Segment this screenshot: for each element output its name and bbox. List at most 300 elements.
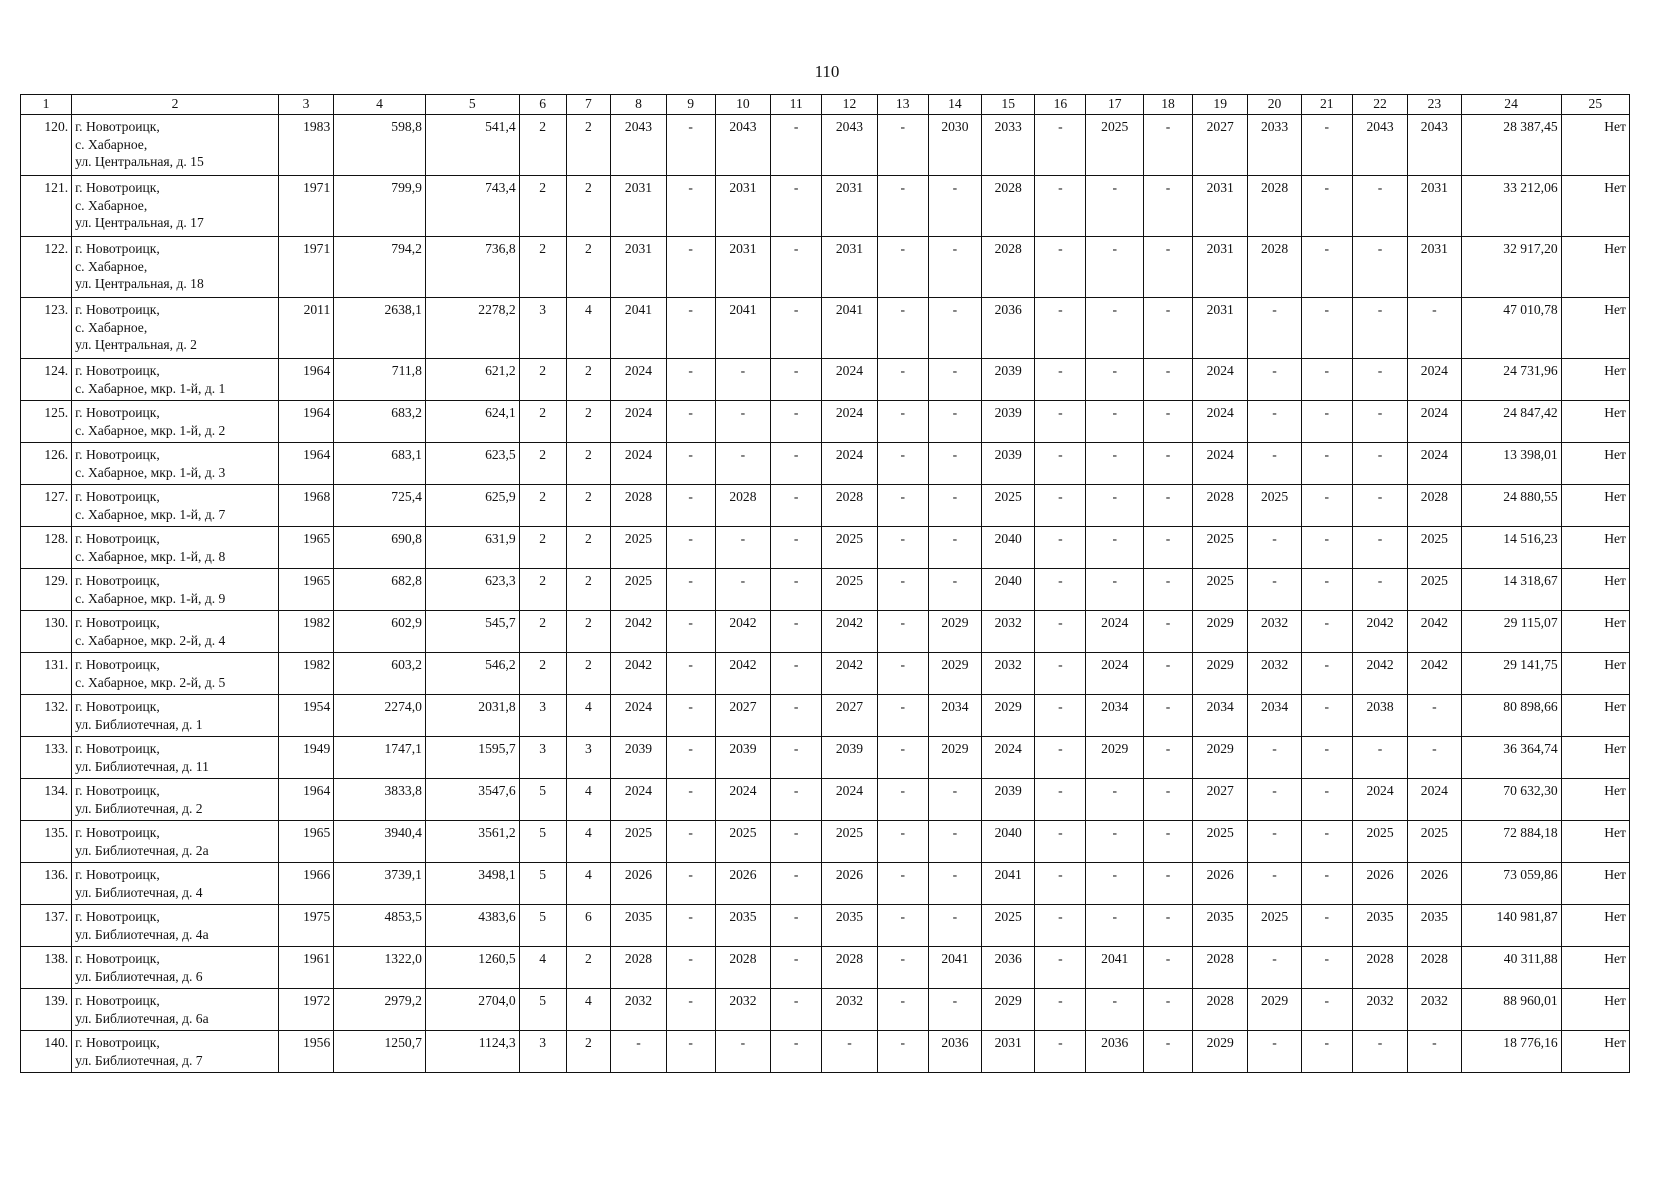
table-cell: 4	[519, 947, 566, 989]
table-cell: 725,4	[334, 485, 426, 527]
address-cell: г. Новотроицк, ул. Библиотечная, д. 4	[72, 863, 279, 905]
table-cell: -	[928, 779, 981, 821]
table-cell: 2039	[982, 401, 1035, 443]
table-cell: -	[771, 237, 822, 298]
table-cell: -	[877, 611, 928, 653]
table-cell: Нет	[1561, 527, 1629, 569]
table-cell: -	[1144, 527, 1193, 569]
table-cell: Нет	[1561, 443, 1629, 485]
table-cell: -	[1301, 611, 1352, 653]
table-cell: 2039	[611, 737, 666, 779]
table-cell: -	[1408, 298, 1461, 359]
table-cell: 14 516,23	[1461, 527, 1561, 569]
table-cell: 2278,2	[425, 298, 519, 359]
table-cell: -	[771, 653, 822, 695]
table-cell: -	[1035, 569, 1086, 611]
table-cell: 2032	[611, 989, 666, 1031]
table-cell: -	[877, 115, 928, 176]
table-cell: -	[928, 569, 981, 611]
table-cell: 2031	[1193, 176, 1248, 237]
table-cell: 2979,2	[334, 989, 426, 1031]
table-cell: -	[877, 176, 928, 237]
table-cell: -	[877, 298, 928, 359]
address-cell: г. Новотроицк, ул. Библиотечная, д. 4а	[72, 905, 279, 947]
table-cell: -	[771, 737, 822, 779]
table-cell: -	[1035, 1031, 1086, 1073]
table-cell: 88 960,01	[1461, 989, 1561, 1031]
table-cell: 2	[519, 653, 566, 695]
table-cell: -	[877, 569, 928, 611]
column-header: 12	[822, 95, 877, 115]
table-cell: -	[1144, 695, 1193, 737]
table-cell: -	[666, 569, 715, 611]
table-cell: 2035	[1352, 905, 1407, 947]
table-cell: 1964	[278, 401, 333, 443]
table-cell: 2	[519, 115, 566, 176]
table-cell: -	[1144, 298, 1193, 359]
table-cell: 2041	[822, 298, 877, 359]
table-cell: 2034	[1248, 695, 1301, 737]
table-cell: 2031	[611, 176, 666, 237]
table-cell: -	[1352, 298, 1407, 359]
table-cell: -	[1086, 527, 1144, 569]
table-cell: 2041	[715, 298, 770, 359]
table-cell: 1250,7	[334, 1031, 426, 1073]
header-row	[21, 95, 1630, 115]
table-cell: 5	[519, 779, 566, 821]
table-cell: -	[771, 779, 822, 821]
table-cell: 2031	[611, 237, 666, 298]
table-cell: -	[877, 237, 928, 298]
table-cell: -	[1035, 989, 1086, 1031]
table-cell: -	[1086, 298, 1144, 359]
table-cell: Нет	[1561, 653, 1629, 695]
table-cell: 2031	[822, 176, 877, 237]
table-cell: 2030	[928, 115, 981, 176]
table-cell: -	[877, 737, 928, 779]
address-cell: г. Новотроицк, с. Хабарное, ул. Центральная, д. 17	[72, 176, 279, 237]
table-cell: -	[1144, 653, 1193, 695]
table-cell: 2024	[1408, 443, 1461, 485]
table-cell: -	[1248, 569, 1301, 611]
table-cell: 2039	[822, 737, 877, 779]
table-cell: 2032	[822, 989, 877, 1031]
table-cell: 2031	[1408, 176, 1461, 237]
table-cell: -	[666, 779, 715, 821]
table-cell: -	[877, 359, 928, 401]
table-cell: -	[1035, 401, 1086, 443]
table-cell: 2029	[1086, 737, 1144, 779]
table-cell: -	[1301, 695, 1352, 737]
row-number-cell: 122.	[21, 237, 72, 298]
table-cell: 546,2	[425, 653, 519, 695]
table-cell: 2028	[715, 485, 770, 527]
table-cell: -	[1301, 443, 1352, 485]
table-cell: -	[1144, 569, 1193, 611]
table-cell: 1964	[278, 359, 333, 401]
table-cell: 2025	[1193, 821, 1248, 863]
table-cell: -	[666, 821, 715, 863]
table-cell: Нет	[1561, 237, 1629, 298]
table-cell: 2	[566, 115, 611, 176]
table-cell: -	[1035, 527, 1086, 569]
table-cell: 2024	[1408, 401, 1461, 443]
row-number-cell: 129.	[21, 569, 72, 611]
table-cell: -	[1144, 359, 1193, 401]
table-cell: 799,9	[334, 176, 426, 237]
table-cell: Нет	[1561, 359, 1629, 401]
address-cell: г. Новотроицк, ул. Библиотечная, д. 11	[72, 737, 279, 779]
table-cell: 2	[519, 359, 566, 401]
table-cell: 2043	[715, 115, 770, 176]
table-cell: -	[666, 653, 715, 695]
table-cell: -	[1086, 905, 1144, 947]
table-cell: 2042	[822, 653, 877, 695]
table-cell: 4	[566, 695, 611, 737]
table-cell: -	[822, 1031, 877, 1073]
table-cell: 2026	[1193, 863, 1248, 905]
address-cell: г. Новотроицк, с. Хабарное, ул. Центральная, д. 2	[72, 298, 279, 359]
table-cell: 2041	[611, 298, 666, 359]
table-cell: -	[877, 527, 928, 569]
table-cell: 1982	[278, 653, 333, 695]
table-cell: -	[1248, 947, 1301, 989]
table-cell: -	[771, 176, 822, 237]
table-cell: -	[1144, 611, 1193, 653]
table-cell: -	[771, 863, 822, 905]
table-cell: -	[1144, 485, 1193, 527]
table-cell: Нет	[1561, 821, 1629, 863]
table-cell: 2042	[715, 611, 770, 653]
table-cell: 2026	[715, 863, 770, 905]
table-cell: 2035	[1193, 905, 1248, 947]
table-cell: 2032	[982, 611, 1035, 653]
table-cell: 1966	[278, 863, 333, 905]
table-cell: 2043	[822, 115, 877, 176]
table-cell: -	[1035, 237, 1086, 298]
table-cell: 2025	[822, 821, 877, 863]
table-cell: -	[666, 611, 715, 653]
table-cell: 28 387,45	[1461, 115, 1561, 176]
table-cell: 2025	[611, 821, 666, 863]
table-cell: 2274,0	[334, 695, 426, 737]
table-cell: -	[877, 905, 928, 947]
table-row	[21, 863, 1630, 905]
table-cell: 2	[519, 527, 566, 569]
table-cell: -	[1035, 821, 1086, 863]
table-cell: 2024	[982, 737, 1035, 779]
table-cell: 1965	[278, 569, 333, 611]
table-cell: 2031	[715, 176, 770, 237]
row-number-cell: 120.	[21, 115, 72, 176]
column-header: 15	[982, 95, 1035, 115]
table-cell: 2029	[982, 989, 1035, 1031]
table-cell: -	[1352, 527, 1407, 569]
table-cell: -	[666, 737, 715, 779]
table-cell: 2028	[715, 947, 770, 989]
table-cell: 2024	[611, 779, 666, 821]
table-cell: 2040	[982, 821, 1035, 863]
table-cell: 690,8	[334, 527, 426, 569]
table-cell: 2029	[1193, 653, 1248, 695]
table-cell: 2	[519, 611, 566, 653]
table-cell: 2028	[822, 485, 877, 527]
table-cell: 2638,1	[334, 298, 426, 359]
table-cell: -	[877, 947, 928, 989]
table-row	[21, 821, 1630, 863]
table-row	[21, 947, 1630, 989]
table-cell: -	[1144, 905, 1193, 947]
table-cell: -	[715, 443, 770, 485]
table-cell: 1975	[278, 905, 333, 947]
table-cell: 1971	[278, 237, 333, 298]
table-cell: -	[928, 298, 981, 359]
table-cell: -	[771, 359, 822, 401]
table-cell: 2	[566, 359, 611, 401]
table-cell: 2024	[611, 359, 666, 401]
table-cell: -	[1248, 359, 1301, 401]
table-cell: -	[771, 443, 822, 485]
table-cell: 2024	[1193, 359, 1248, 401]
table-cell: 2039	[982, 359, 1035, 401]
table-cell: 2	[519, 485, 566, 527]
table-cell: -	[771, 905, 822, 947]
row-number-cell: 126.	[21, 443, 72, 485]
table-cell: 2028	[611, 947, 666, 989]
table-cell: 3	[519, 1031, 566, 1073]
table-cell: -	[1035, 779, 1086, 821]
table-cell: -	[1248, 527, 1301, 569]
table-cell: 2029	[1193, 1031, 1248, 1073]
table-cell: 2035	[611, 905, 666, 947]
table-cell: 2026	[611, 863, 666, 905]
table-cell: -	[928, 905, 981, 947]
row-number-cell: 123.	[21, 298, 72, 359]
table-cell: -	[877, 653, 928, 695]
table-cell: 2029	[982, 695, 1035, 737]
table-cell: 2029	[1193, 611, 1248, 653]
table-cell: -	[928, 237, 981, 298]
table-cell: -	[1301, 527, 1352, 569]
table-cell: 2031	[1193, 237, 1248, 298]
table-cell: -	[771, 115, 822, 176]
table-cell: 598,8	[334, 115, 426, 176]
table-cell: Нет	[1561, 401, 1629, 443]
table-cell: 541,4	[425, 115, 519, 176]
table-cell: 2036	[1086, 1031, 1144, 1073]
row-number-cell: 124.	[21, 359, 72, 401]
table-cell: Нет	[1561, 176, 1629, 237]
table-cell: -	[666, 359, 715, 401]
table-cell: 2031	[1408, 237, 1461, 298]
table-cell: -	[1301, 485, 1352, 527]
table-row	[21, 485, 1630, 527]
table-cell: -	[1035, 485, 1086, 527]
table-cell: 5	[519, 863, 566, 905]
table-cell: 2025	[611, 569, 666, 611]
table-cell: 2036	[982, 298, 1035, 359]
table-cell: -	[666, 237, 715, 298]
table-cell: 2024	[715, 779, 770, 821]
table-cell: 631,9	[425, 527, 519, 569]
table-cell: 2040	[982, 527, 1035, 569]
table-cell: 794,2	[334, 237, 426, 298]
table-cell: -	[666, 905, 715, 947]
table-cell: -	[928, 401, 981, 443]
table-cell: 2024	[822, 359, 877, 401]
table-cell: Нет	[1561, 298, 1629, 359]
table-cell: -	[928, 527, 981, 569]
table-cell: -	[1352, 569, 1407, 611]
table-cell: -	[715, 359, 770, 401]
table-cell: -	[1248, 737, 1301, 779]
table-cell: 2035	[822, 905, 877, 947]
table-cell: -	[1352, 737, 1407, 779]
address-cell: г. Новотроицк, с. Хабарное, ул. Центральная, д. 18	[72, 237, 279, 298]
table-cell: 2026	[822, 863, 877, 905]
table-cell: 33 212,06	[1461, 176, 1561, 237]
row-number-cell: 139.	[21, 989, 72, 1031]
table-cell: 2039	[982, 779, 1035, 821]
table-cell: 2041	[1086, 947, 1144, 989]
table-cell: -	[1144, 237, 1193, 298]
table-cell: 3	[519, 695, 566, 737]
table-cell: -	[1352, 176, 1407, 237]
table-cell: -	[771, 821, 822, 863]
table-cell: 2025	[1193, 569, 1248, 611]
table-cell: 3833,8	[334, 779, 426, 821]
table-cell: -	[1352, 237, 1407, 298]
row-number-cell: 137.	[21, 905, 72, 947]
table-cell: 545,7	[425, 611, 519, 653]
address-cell: г. Новотроицк, с. Хабарное, мкр. 1-й, д. 3	[72, 443, 279, 485]
table-cell: 2026	[1352, 863, 1407, 905]
table-row	[21, 298, 1630, 359]
table-cell: -	[1035, 359, 1086, 401]
table-cell: 2029	[928, 611, 981, 653]
table-row	[21, 401, 1630, 443]
table-row	[21, 237, 1630, 298]
column-header: 25	[1561, 95, 1629, 115]
table-cell: 5	[519, 905, 566, 947]
table-cell: 1982	[278, 611, 333, 653]
table-cell: 1965	[278, 821, 333, 863]
table-cell: -	[1301, 947, 1352, 989]
address-cell: г. Новотроицк, ул. Библиотечная, д. 2а	[72, 821, 279, 863]
table-cell: 2033	[982, 115, 1035, 176]
table-cell: -	[928, 443, 981, 485]
table-cell: 32 917,20	[1461, 237, 1561, 298]
table-cell: -	[1144, 821, 1193, 863]
table-cell: 2025	[1193, 527, 1248, 569]
address-cell: г. Новотроицк, ул. Библиотечная, д. 6	[72, 947, 279, 989]
row-number-cell: 136.	[21, 863, 72, 905]
table-cell: Нет	[1561, 737, 1629, 779]
row-number-cell: 133.	[21, 737, 72, 779]
table-cell: -	[1408, 1031, 1461, 1073]
table-cell: -	[1408, 695, 1461, 737]
table-row	[21, 989, 1630, 1031]
table-cell: 14 318,67	[1461, 569, 1561, 611]
table-cell: 1972	[278, 989, 333, 1031]
column-header: 14	[928, 95, 981, 115]
table-cell: -	[1144, 115, 1193, 176]
table-cell: 2029	[1248, 989, 1301, 1031]
table-cell: 2025	[982, 485, 1035, 527]
address-cell: г. Новотроицк, с. Хабарное, мкр. 1-й, д. 8	[72, 527, 279, 569]
table-cell: Нет	[1561, 905, 1629, 947]
table-cell: -	[1035, 653, 1086, 695]
table-cell: 4	[566, 779, 611, 821]
table-cell: -	[1035, 695, 1086, 737]
table-cell: 2028	[611, 485, 666, 527]
table-cell: 2	[519, 176, 566, 237]
table-cell: 2704,0	[425, 989, 519, 1031]
table-cell: -	[1035, 737, 1086, 779]
table-cell: -	[1035, 176, 1086, 237]
table-cell: 4383,6	[425, 905, 519, 947]
table-cell: 2011	[278, 298, 333, 359]
column-header: 11	[771, 95, 822, 115]
table-cell: -	[1248, 863, 1301, 905]
table-cell: -	[1086, 237, 1144, 298]
table-cell: -	[771, 947, 822, 989]
table-cell: 80 898,66	[1461, 695, 1561, 737]
table-cell: Нет	[1561, 863, 1629, 905]
table-cell: -	[1086, 569, 1144, 611]
table-cell: 2024	[1408, 359, 1461, 401]
table-cell: -	[1248, 779, 1301, 821]
row-number-cell: 134.	[21, 779, 72, 821]
table-cell: -	[1035, 443, 1086, 485]
table-cell: -	[1352, 401, 1407, 443]
table-cell: 2	[519, 401, 566, 443]
table-cell: -	[1086, 176, 1144, 237]
table-cell: -	[1144, 401, 1193, 443]
table-cell: -	[771, 695, 822, 737]
address-cell: г. Новотроицк, ул. Библиотечная, д. 1	[72, 695, 279, 737]
table-cell: 2	[519, 569, 566, 611]
table-cell: 1260,5	[425, 947, 519, 989]
table-cell: 1124,3	[425, 1031, 519, 1073]
table-cell: -	[928, 485, 981, 527]
table-cell: -	[1301, 569, 1352, 611]
row-number-cell: 132.	[21, 695, 72, 737]
table-cell: 29 115,07	[1461, 611, 1561, 653]
table-cell: 683,1	[334, 443, 426, 485]
table-cell: 2042	[1352, 611, 1407, 653]
table-cell: 2028	[1352, 947, 1407, 989]
table-cell: Нет	[1561, 695, 1629, 737]
column-header: 13	[877, 95, 928, 115]
table-cell: -	[1144, 443, 1193, 485]
table-cell: 2032	[982, 653, 1035, 695]
table-cell: 4	[566, 298, 611, 359]
table-cell: -	[1035, 947, 1086, 989]
table-cell: 2025	[1086, 115, 1144, 176]
table-cell: Нет	[1561, 115, 1629, 176]
table-cell: 2032	[715, 989, 770, 1031]
table-cell: 683,2	[334, 401, 426, 443]
table-cell: 3739,1	[334, 863, 426, 905]
column-header: 2	[72, 95, 279, 115]
table-cell: 2024	[1086, 611, 1144, 653]
table-cell: -	[1248, 298, 1301, 359]
table-cell: 72 884,18	[1461, 821, 1561, 863]
table-cell: Нет	[1561, 485, 1629, 527]
table-cell: 5	[519, 989, 566, 1031]
table-cell: -	[1301, 298, 1352, 359]
